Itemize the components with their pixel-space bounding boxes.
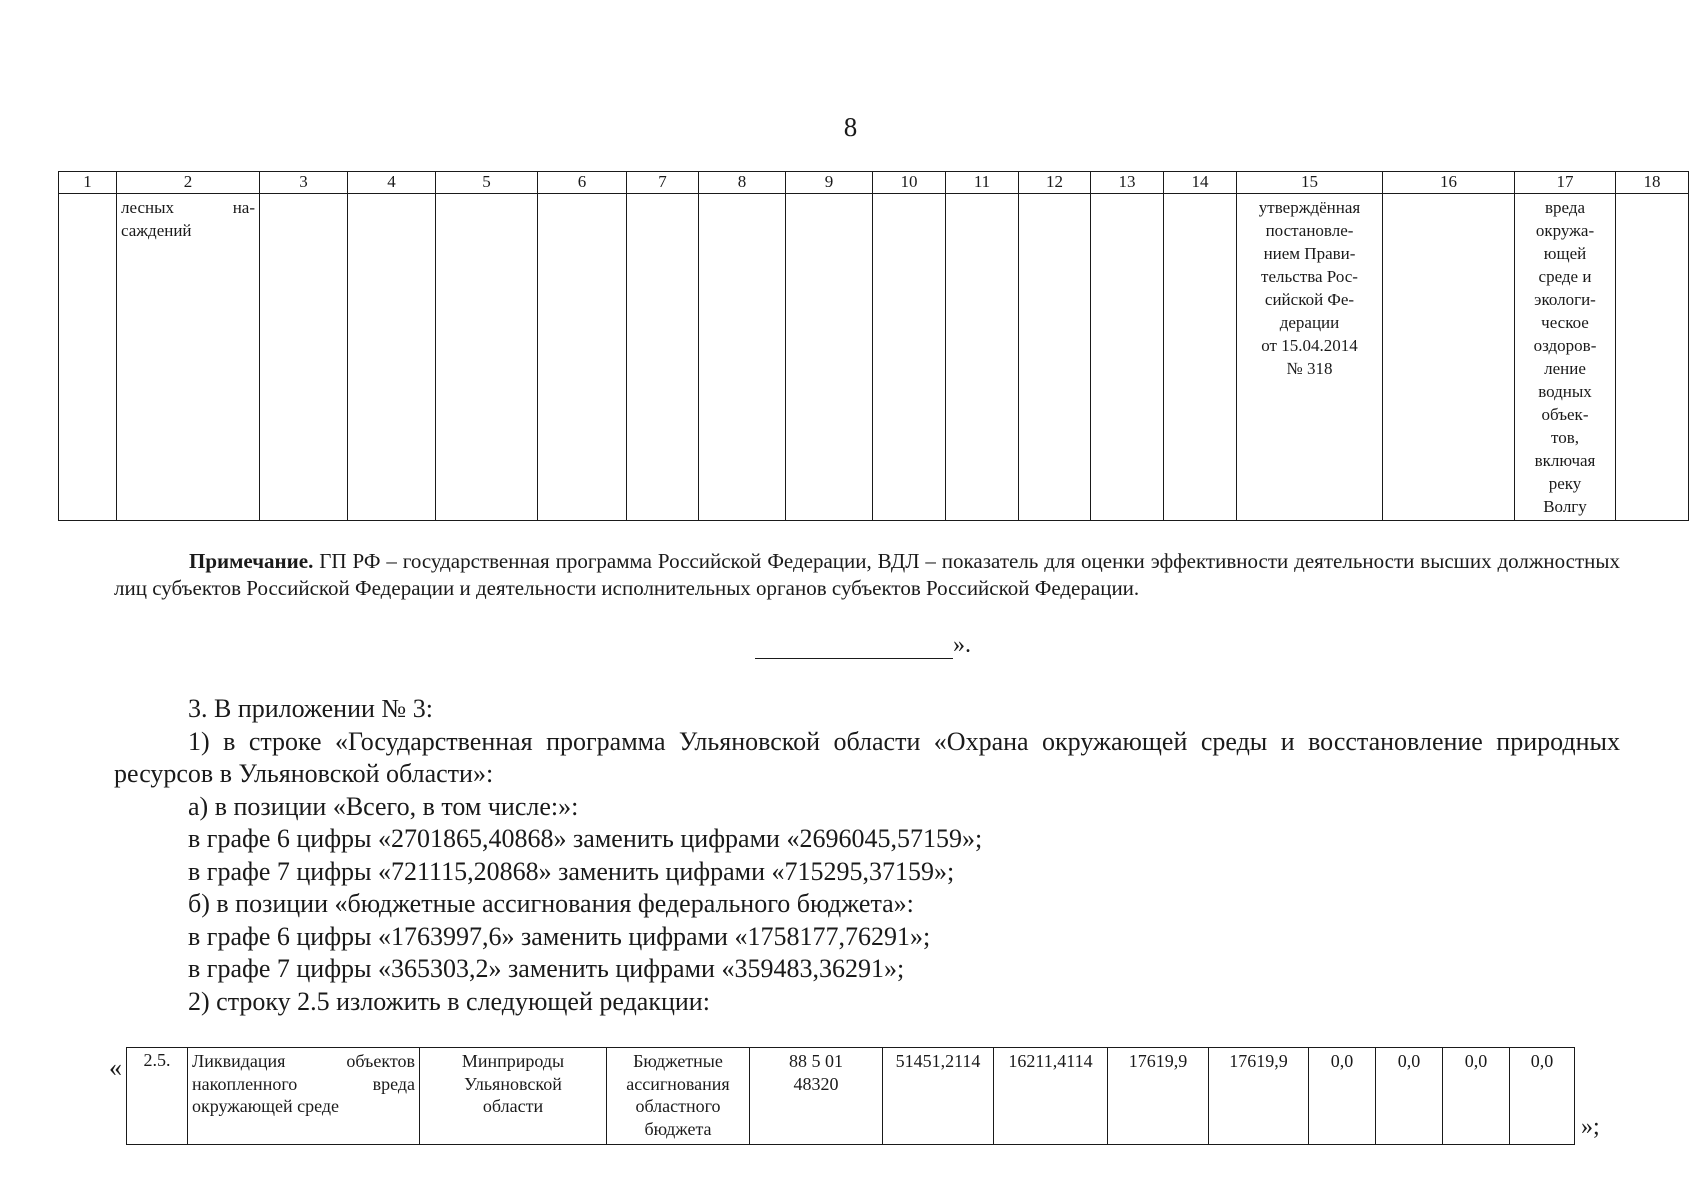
column-header: 3 — [260, 172, 348, 194]
responsible-org — [420, 1048, 607, 1145]
cell-line: саждений — [121, 221, 192, 240]
column-header: 8 — [699, 172, 786, 194]
cell-line: сийской Фе- — [1264, 290, 1355, 309]
cell-line: нием Прави- — [1263, 244, 1356, 263]
open-quote: « — [109, 1053, 122, 1082]
column-header: 2 — [117, 172, 260, 194]
text-line: б) в позиции «бюджетные ассигнования федерального бюджета»: — [188, 889, 914, 918]
cell-line: оздоров- — [1533, 336, 1597, 355]
table-row — [127, 1048, 1575, 1145]
measure-name — [188, 1048, 420, 1145]
value-year-2: 17619,9 — [1108, 1048, 1209, 1145]
column-header: 6 — [538, 172, 627, 194]
column-header: 4 — [348, 172, 436, 194]
table-cell — [1383, 194, 1515, 521]
cell-line: Минприроды — [461, 1051, 565, 1071]
value-year-6: 0,0 — [1443, 1048, 1510, 1145]
column-header: 16 — [1383, 172, 1515, 194]
cell-line: ассигнования — [626, 1073, 730, 1094]
cell-line: постановле- — [1265, 221, 1354, 240]
value-year-4: 0,0 — [1309, 1048, 1376, 1145]
cell-line: 48320 — [793, 1073, 839, 1094]
page-number: 8 — [843, 112, 858, 142]
cell-line: окружа- — [1535, 221, 1595, 240]
row-2-5-table — [126, 1047, 1575, 1145]
cell-line: Ульяновской — [464, 1073, 562, 1094]
cell-line: дерации — [1279, 313, 1340, 332]
note-text: ГП РФ – государственная программа Российской Федерации, ВДЛ – показатель для оценки эффективности деятельности высших должностных лиц субъектов Российской Федерации и деятельности исполнительных органов субъектов Российской Федерации. — [114, 549, 1620, 600]
cell-line: тов, — [1551, 428, 1579, 447]
cell-line: тельства Рос- — [1261, 267, 1358, 286]
column-header: 15 — [1237, 172, 1383, 194]
value-year-5: 0,0 — [1376, 1048, 1443, 1145]
table-cell-col17 — [1515, 194, 1616, 521]
signature-line — [755, 638, 953, 659]
cell-line: накопленного вреда — [192, 1073, 415, 1094]
budget-code — [750, 1048, 883, 1145]
cell-line: бюджета — [644, 1118, 712, 1139]
note-paragraph — [114, 548, 1620, 602]
text-line: в графе 6 цифры «1763997,6» заменить цифрами «1758177,76291»; — [188, 921, 931, 951]
cell-line: ющей — [1543, 244, 1587, 263]
column-header: 18 — [1616, 172, 1689, 194]
table-cell — [627, 194, 699, 521]
table-header-row — [59, 172, 1689, 194]
cell-line: области — [482, 1096, 544, 1116]
table-cell — [1616, 194, 1689, 521]
cell-line: утверждённая — [1258, 198, 1361, 217]
amendment-text — [114, 693, 1620, 1018]
cell-line: окружающей среде — [192, 1096, 340, 1116]
value-year-3: 17619,9 — [1209, 1048, 1309, 1145]
close-quote: »; — [1581, 1114, 1600, 1140]
table-cell — [538, 194, 627, 521]
column-header: 1 — [59, 172, 117, 194]
text-line: а) в позиции «Всего, в том числе:»: — [188, 791, 579, 821]
cell-line: объек- — [1541, 405, 1589, 424]
text-line: в графе 7 цифры «365303,2» заменить цифрами «359483,36291»; — [188, 954, 905, 983]
column-header: 12 — [1019, 172, 1091, 194]
table-cell — [873, 194, 946, 521]
table-cell-col15 — [1237, 194, 1383, 521]
column-header: 10 — [873, 172, 946, 194]
column-header: 7 — [627, 172, 699, 194]
column-header: 5 — [436, 172, 538, 194]
cell-line: вреда — [1544, 198, 1586, 217]
cell-line: ление — [1544, 359, 1586, 378]
text-line: 3. В приложении № 3: — [188, 694, 433, 723]
table-cell — [1091, 194, 1164, 521]
cell-line: от 15.04.2014 — [1261, 336, 1358, 355]
funding-source — [607, 1048, 750, 1145]
closing-mark — [755, 632, 971, 659]
cell-line: 88 5 01 — [789, 1051, 843, 1071]
cell-line: водных — [1538, 382, 1592, 401]
text-line: 1) в строке «Государственная программа Ульяновской области «Охрана окружающей среды и восстановление природных ресурсов в Ульяновской области»: — [114, 726, 1620, 788]
text-line: 2) строку 2.5 изложить в следующей редакции: — [188, 986, 710, 1016]
text-line: в графе 6 цифры «2701865,40868» заменить цифрами «2696045,57159»; — [188, 824, 983, 853]
table-cell — [348, 194, 436, 521]
value-year-7: 0,0 — [1510, 1048, 1575, 1145]
text-line: в графе 7 цифры «721115,20868» заменить цифрами «715295,37159»; — [188, 856, 955, 886]
cell-line: Ликвидация объектов — [192, 1051, 415, 1071]
table-cell — [260, 194, 348, 521]
column-header: 17 — [1515, 172, 1616, 194]
cell-line: ческое — [1541, 313, 1589, 332]
table-cell — [436, 194, 538, 521]
cell-line: Волгу — [1543, 497, 1587, 516]
cell-line: № 318 — [1286, 359, 1333, 378]
table-cell — [786, 194, 873, 521]
cell-line: среде и — [1538, 267, 1592, 286]
column-header: 13 — [1091, 172, 1164, 194]
indicators-table — [58, 171, 1689, 521]
table-cell — [699, 194, 786, 521]
cell-line: лесных на- — [121, 198, 255, 217]
table-cell — [1019, 194, 1091, 521]
table-cell-col2 — [117, 194, 260, 521]
cell-line: экологи- — [1534, 290, 1596, 309]
cell-line: Бюджетные — [633, 1051, 723, 1071]
note-label: Примечание. — [189, 549, 314, 573]
table-cell — [946, 194, 1019, 521]
cell-line: областного — [635, 1096, 721, 1116]
value-total: 51451,2114 — [883, 1048, 994, 1145]
column-header: 11 — [946, 172, 1019, 194]
table-cell — [1164, 194, 1237, 521]
cell-line — [121, 196, 255, 219]
table-cell — [59, 194, 117, 521]
table-row — [59, 194, 1689, 521]
column-header: 14 — [1164, 172, 1237, 194]
cell-line: включая — [1534, 451, 1596, 470]
row-number: 2.5. — [127, 1048, 188, 1145]
cell-line: реку — [1548, 474, 1582, 493]
column-header: 9 — [786, 172, 873, 194]
closing-quote: ». — [953, 632, 971, 658]
value-year-1: 16211,4114 — [994, 1048, 1108, 1145]
